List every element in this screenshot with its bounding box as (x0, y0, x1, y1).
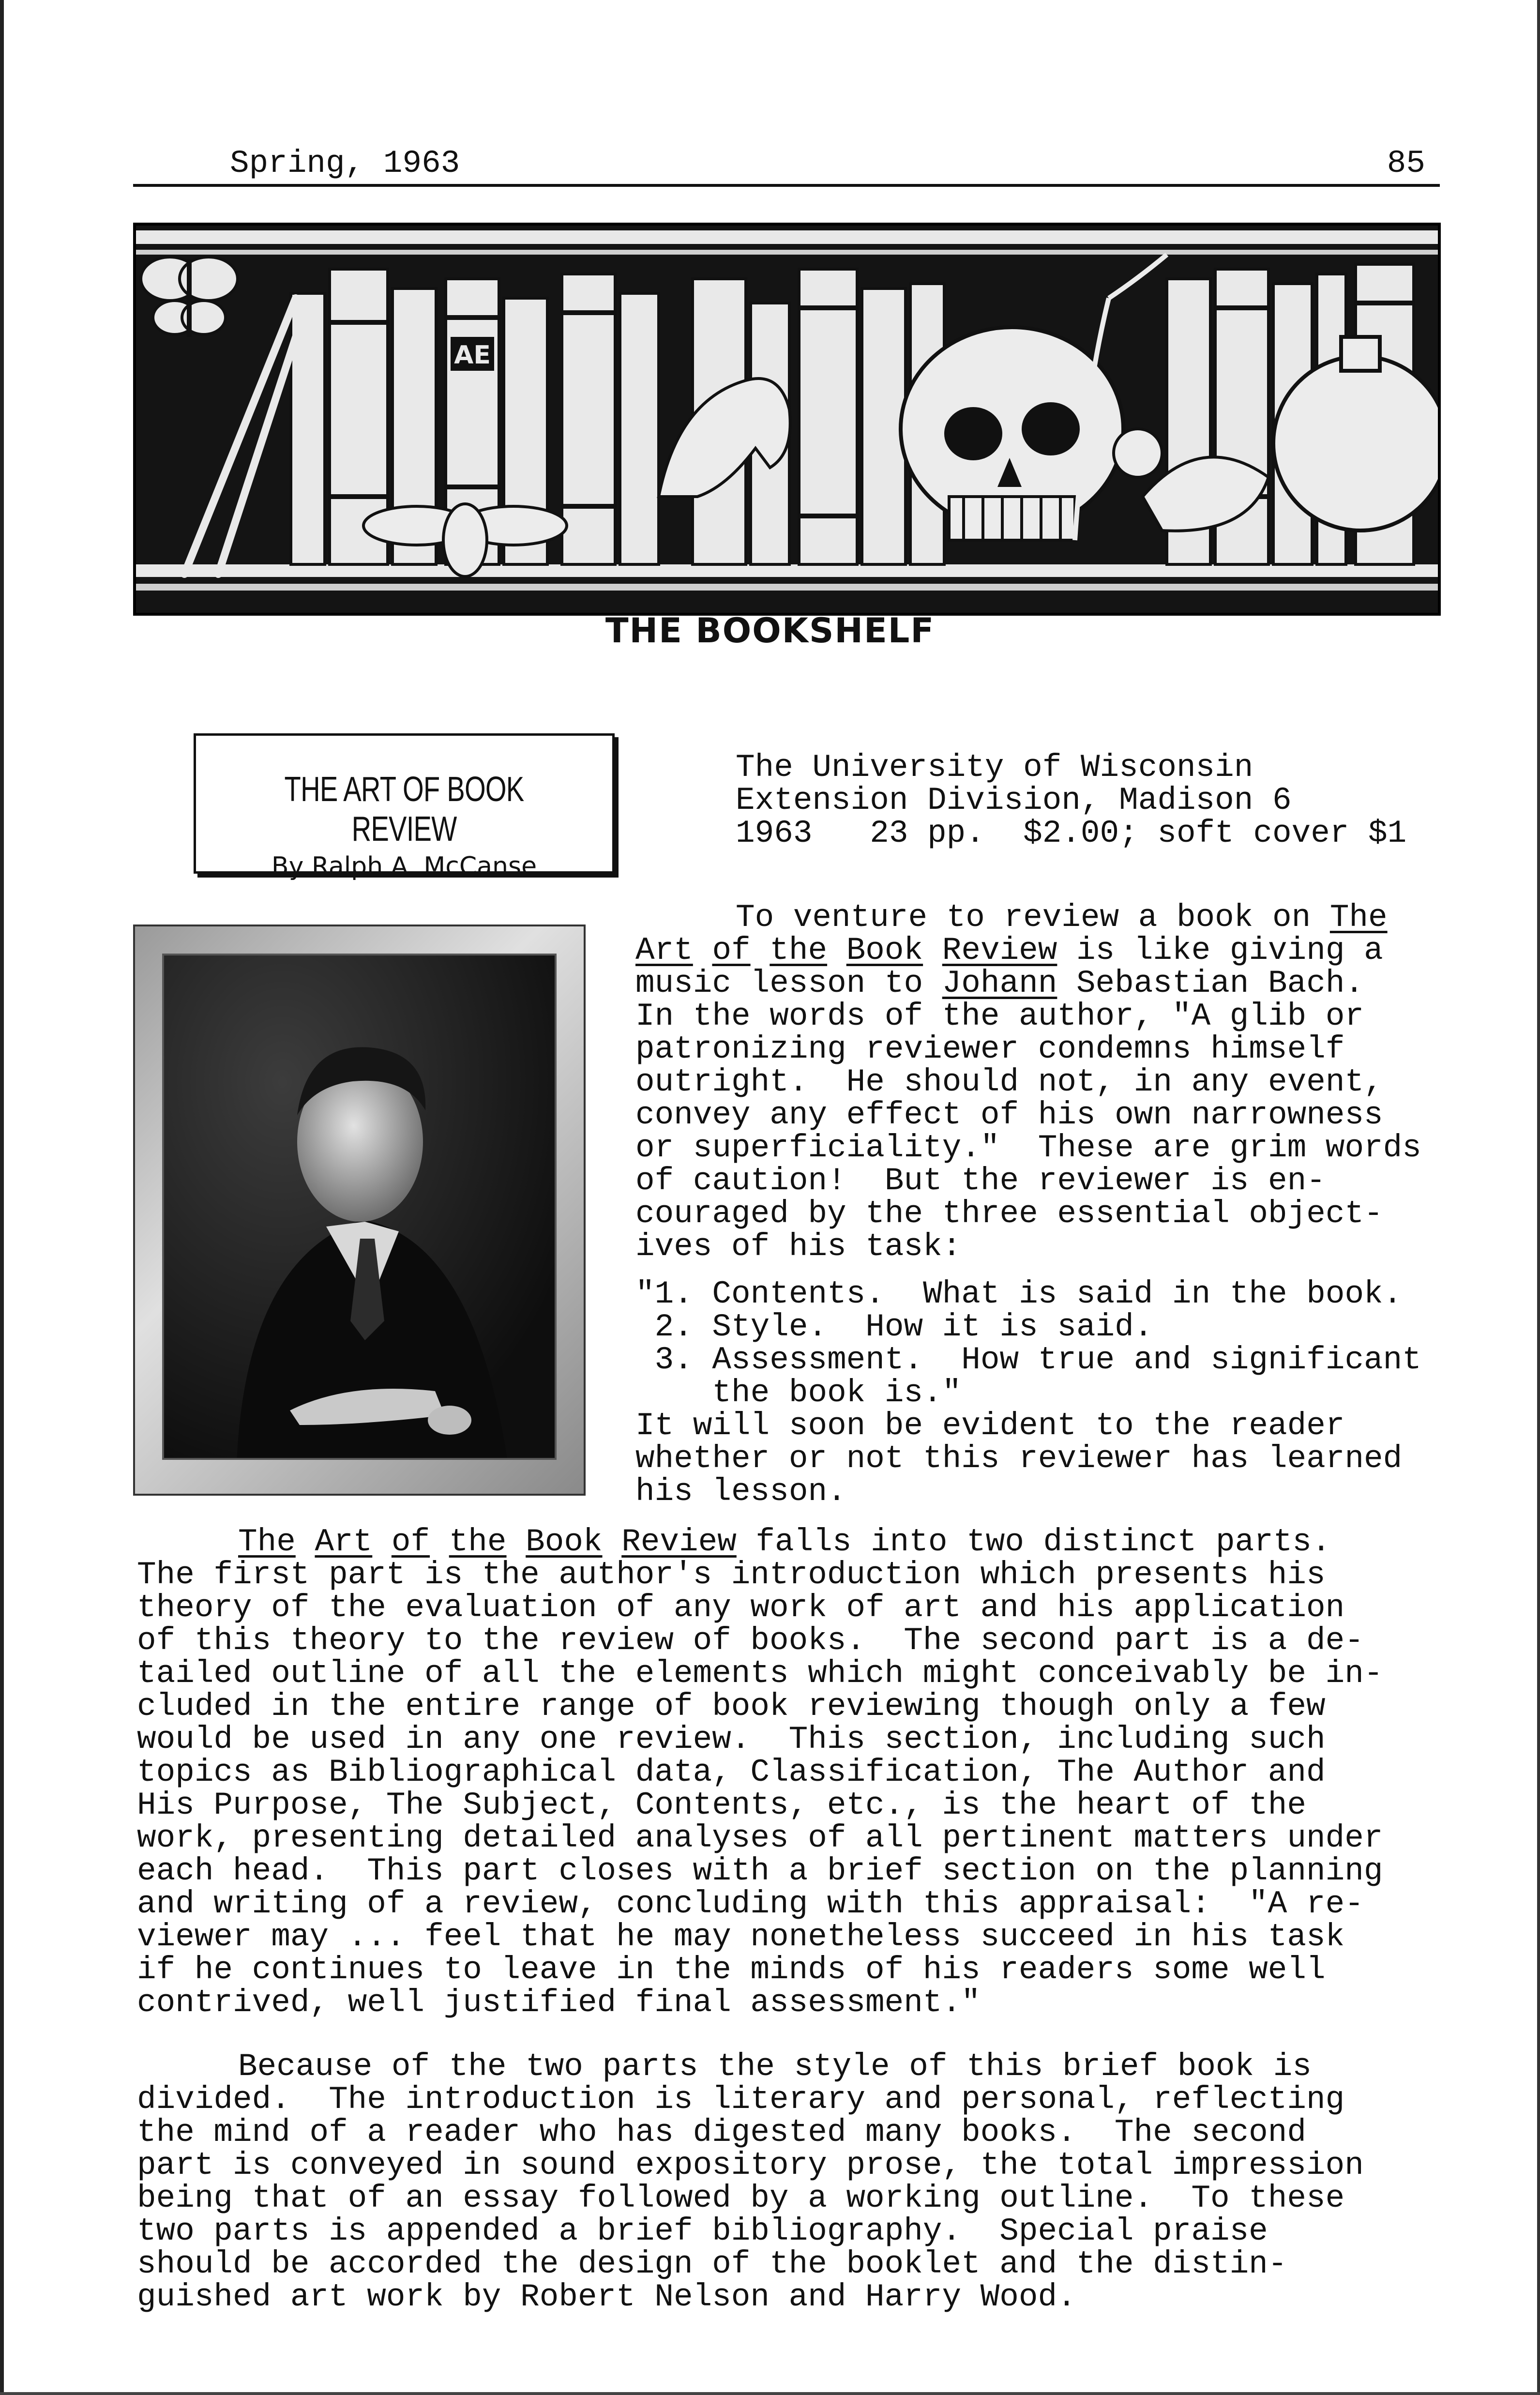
book-title-ref: the (770, 932, 828, 969)
para2-line-10: work, presenting detailed analyses of all pertinent matters under (137, 1820, 1383, 1856)
intro-text (693, 932, 712, 969)
running-head (133, 136, 1440, 187)
intro-line-3 (635, 967, 1364, 1000)
book-title-ref: the (449, 1524, 507, 1560)
book-title-box (194, 733, 615, 881)
bookshelf-banner-illustration (133, 223, 1441, 616)
book-title-ref: Review (942, 932, 1057, 969)
author-portrait-frame (133, 925, 586, 1496)
intro-line-8: or superficiality." These are grim words (635, 1130, 1421, 1166)
scan-edge-left (0, 0, 4, 2395)
para3-line-5: being that of an essay followed by a working outline. To these (137, 2180, 1345, 2216)
book-title: THE ART OF BOOK REVIEW (284, 770, 524, 849)
intro-text (751, 932, 770, 969)
para2-line-11: each head. This part closes with a brief section on the planning (137, 1853, 1383, 1889)
page-number: 85 (1387, 145, 1425, 182)
publisher-line: The University of Wisconsin (736, 749, 1253, 786)
intro-line-11: ives of his task: (635, 1228, 962, 1265)
book-title-ref: of (391, 1524, 430, 1560)
intro-line-4: In the words of the author, "A glib or (635, 998, 1364, 1034)
para2-line-3: theory of the evaluation of any work of art and his application (137, 1590, 1345, 1626)
para3-line-4: part is conveyed in sound expository prose, the total impression (137, 2147, 1364, 2183)
intro-text: Sebastian Bach. (1057, 965, 1364, 1001)
para3-line-1: Because of the two parts the style of this brief book is (238, 2048, 1312, 2085)
intro-line-5: patronizing reviewer condemns himself (635, 1031, 1345, 1067)
book-title-ref: Art (315, 1524, 373, 1560)
intro-text: music lesson to (635, 965, 942, 1001)
banner-woodcut (136, 226, 1438, 613)
objective-item-contents: "1. Contents. What is said in the book. (635, 1276, 1403, 1312)
intro-line-2 (635, 934, 1383, 967)
intro-line-7: convey any effect of his own narrowness (635, 1097, 1383, 1133)
book-title-ref: The (238, 1524, 296, 1560)
after-list-line-3: his lesson. (635, 1473, 846, 1510)
book-title-ref: Book (526, 1524, 603, 1560)
para3-line-3: the mind of a reader who has digested many books. The second (137, 2114, 1306, 2151)
para2-line-4: of this theory to the review of books. The second part is a de- (137, 1622, 1364, 1659)
intro-line-1 (736, 901, 1388, 934)
book-title-ref: The (1329, 899, 1388, 936)
para2-line-9: His Purpose, The Subject, Contents, etc., is the heart of the (137, 1787, 1306, 1823)
para3-line-7: should be accorded the design of the booklet and the distin- (137, 2246, 1287, 2282)
para3-line-8: guished art work by Robert Nelson and Harry Wood. (137, 2279, 1076, 2315)
intro-text: To venture to review a book on (736, 899, 1330, 936)
publication-details-line: 1963 23 pp. $2.00; soft cover $1 (736, 815, 1407, 851)
intro-text (923, 932, 942, 969)
para2-line-15: contrived, well justified final assessment." (137, 1985, 981, 2021)
publisher-address-line: Extension Division, Madison 6 (736, 782, 1292, 819)
author-portrait-photo (162, 954, 557, 1460)
para2-line-5: tailed outline of all the elements which might conceivably be in- (137, 1655, 1383, 1692)
scan-edge-bottom (0, 2392, 1540, 2395)
objective-item-assessment-cont: the book is." (635, 1375, 962, 1411)
para2-line-6: cluded in the entire range of book reviewing though only a few (137, 1688, 1326, 1725)
para2-line-13: viewer may ... feel that he may nonetheless succeed in his task (137, 1919, 1345, 1955)
intro-line-9: of caution! But the reviewer is en- (635, 1163, 1326, 1199)
para3-line-6: two parts is appended a brief bibliography. Special praise (137, 2213, 1268, 2249)
banner-spine-label: AE (454, 341, 491, 370)
intro-line-6: outright. He should not, in any event, (635, 1064, 1383, 1100)
book-title-ref: of (712, 932, 751, 969)
after-list-line-1: It will soon be evident to the reader (635, 1408, 1345, 1444)
intro-line-10: couraged by the three essential object- (635, 1196, 1383, 1232)
para3-line-2: divided. The introduction is literary and personal, reflecting (137, 2081, 1345, 2118)
after-list-line-2: whether or not this reviewer has learned (635, 1440, 1403, 1477)
para2-line-8: topics as Bibliographical data, Classification, The Author and (137, 1754, 1326, 1790)
section-title: THE BOOKSHELF (605, 611, 935, 651)
objective-item-style: 2. Style. How it is said. (635, 1309, 1153, 1345)
objective-item-assessment: 3. Assessment. How true and significant (635, 1342, 1421, 1378)
composer-name-ref: Johann (942, 965, 1057, 1001)
publication-info (736, 751, 1406, 850)
intro-text (827, 932, 846, 969)
intro-text: is like giving a (1057, 932, 1383, 969)
scan-edge-right (1537, 0, 1540, 2395)
portrait-figure (164, 955, 557, 1460)
book-title-ref: Art (635, 932, 693, 969)
para2-text: falls into two distinct parts. (736, 1524, 1331, 1560)
book-title-ref: Book (846, 932, 923, 969)
para2-line-7: would be used in any one review. This section, including such (137, 1721, 1326, 1758)
para2-line-14: if he continues to leave in the minds of his readers some well (137, 1952, 1326, 1988)
para2-line-12: and writing of a review, concluding with this appraisal: "A re- (137, 1886, 1364, 1922)
issue-season: Spring, 1963 (230, 145, 460, 182)
book-title-ref: Review (621, 1524, 737, 1560)
para2-line-2: The first part is the author's introduction which presents his (137, 1557, 1326, 1593)
para2-line-1 (238, 1526, 1331, 1559)
book-author-credit: By Ralph A. McCanse (271, 852, 537, 881)
